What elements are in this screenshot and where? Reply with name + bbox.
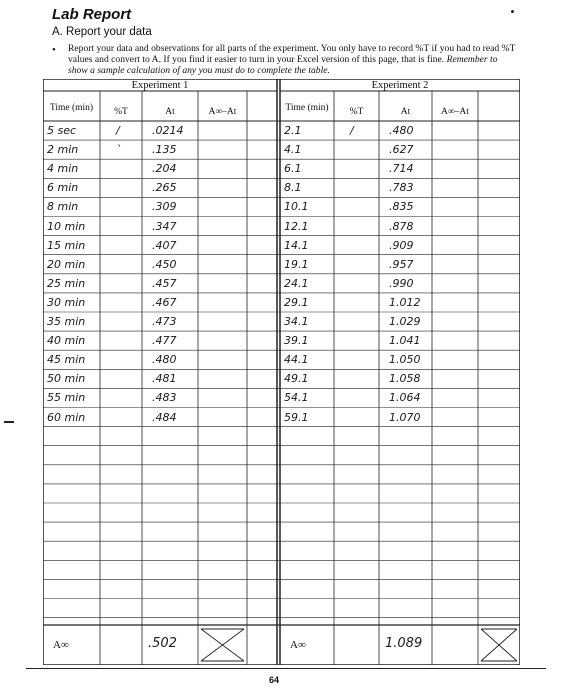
table-row-absorbance: .878 [389, 219, 414, 233]
table-row-time: 6 min [47, 181, 79, 195]
table-row-absorbance: .484 [152, 410, 177, 424]
col-header-absorbance: At [165, 107, 175, 117]
table-row-absorbance: .347 [152, 219, 177, 233]
instructions-text: Report your data and observations for all parts of the experiment. You only have to record %T if you had to read %T values and convert to A. If you find it easier to turn in your Excel version of this page, that is fine. [68, 43, 516, 66]
stray-dot [511, 10, 514, 13]
table-row-absorbance: 1.012 [389, 295, 421, 309]
table-row-time: 44.1 [284, 353, 309, 367]
a-infinity-label: A∞ [290, 639, 306, 651]
table-row-time: 2.1 [284, 124, 302, 137]
table-row-absorbance: .309 [152, 200, 177, 214]
table-row-absorbance: .835 [389, 200, 414, 214]
table-row-absorbance: 1.050 [389, 353, 421, 367]
table-row-time: 20 min [47, 257, 86, 271]
table-row-absorbance: .957 [389, 257, 414, 271]
data-table [43, 79, 520, 665]
table-row-time: 30 min [47, 295, 86, 309]
table-row-time: 40 min [47, 334, 86, 348]
table-row-absorbance: .204 [152, 162, 177, 176]
table-row-absorbance: .783 [389, 181, 414, 195]
a-infinity-label: A∞ [53, 639, 69, 651]
footer-rule [26, 668, 546, 669]
page-number: 64 [269, 675, 280, 685]
table-row-absorbance: 1.029 [389, 315, 421, 328]
table-row-time: 55 min [47, 391, 86, 405]
table-row-time: 8 min [47, 200, 79, 214]
table-row-time: 25 min [47, 276, 86, 290]
table-row-percent-t: ` [116, 143, 122, 157]
table-row-time: 50 min [47, 372, 86, 386]
table-row-absorbance: .265 [152, 181, 177, 195]
a-infinity-value: 1.089 [385, 636, 423, 651]
table-row-absorbance: .627 [389, 143, 414, 157]
table-row-absorbance: .477 [152, 334, 177, 348]
table-grid [43, 79, 520, 665]
page-title: Lab Report [52, 6, 132, 23]
table-row-absorbance: .481 [152, 372, 177, 386]
table-row-time: 8.1 [284, 181, 302, 195]
table-row-time: 39.1 [284, 334, 309, 348]
col-header-time: Time (min) [285, 103, 329, 113]
table-row-time: 35 min [47, 315, 86, 328]
col-header-difference: A∞–At [208, 107, 237, 117]
table-row-time: 49.1 [284, 372, 309, 386]
table-row-time: 5 sec [47, 124, 77, 137]
table-row-absorbance: .480 [389, 124, 414, 137]
table-row-absorbance: 1.070 [389, 410, 421, 424]
table-row-time: 10 min [47, 219, 86, 233]
table-row-time: 59.1 [284, 410, 309, 424]
bullet-icon: • [52, 44, 56, 56]
table-row-time: 60 min [47, 410, 86, 424]
table-row-absorbance: .407 [152, 238, 177, 252]
margin-mark [4, 421, 14, 423]
table-row-absorbance: .457 [152, 276, 177, 290]
col-header-percent-t: %T [349, 107, 364, 117]
table-row-absorbance: .714 [389, 162, 414, 176]
table-row-absorbance: .990 [389, 276, 414, 290]
table-row-absorbance: 1.064 [389, 391, 421, 405]
col-header-difference: A∞–At [441, 107, 469, 117]
table-row-absorbance: .483 [152, 391, 177, 405]
col-header-percent-t: %T [114, 107, 128, 117]
table-row-percent-t: / [350, 124, 354, 137]
a-infinity-value: .502 [148, 636, 177, 651]
table-row-absorbance: .909 [389, 238, 414, 252]
table-row-time: 4 min [47, 162, 79, 176]
table-row-time: 19.1 [284, 257, 309, 271]
table-row-time: 6.1 [284, 162, 302, 176]
table-row-time: 29.1 [284, 295, 309, 309]
instructions-emphasis: Remember to show a sample calculation of any you must do to complete the table. [68, 54, 498, 77]
table-row-absorbance: .135 [152, 143, 177, 157]
table-row-time: 4.1 [284, 143, 302, 157]
table-row-time: 24.1 [284, 276, 309, 290]
table-row-time: 54.1 [284, 391, 309, 405]
table-row-time: 34.1 [284, 315, 309, 328]
table-row-absorbance: .473 [152, 315, 177, 328]
table-row-time: 2 min [47, 143, 79, 157]
table-row-absorbance: .467 [152, 295, 177, 309]
section-heading: A. Report your data [52, 26, 152, 38]
table-row-absorbance: 1.058 [389, 372, 421, 386]
table-row-absorbance: .450 [152, 257, 177, 271]
table-row-time: 10.1 [284, 200, 309, 214]
col-header-absorbance: At [400, 107, 411, 117]
table-row-absorbance: .0214 [152, 124, 184, 137]
col-header-time: Time (min) [49, 103, 94, 113]
table-row-time: 45 min [47, 353, 86, 367]
table-row-percent-t: / [116, 124, 120, 137]
instructions [68, 43, 518, 77]
experiment-title: Experiment 2 [371, 80, 429, 91]
table-row-absorbance: .480 [152, 353, 177, 367]
experiment-title: Experiment 1 [131, 80, 189, 91]
table-row-time: 12.1 [284, 219, 309, 233]
table-row-time: 15 min [47, 238, 86, 252]
table-row-absorbance: 1.041 [389, 334, 421, 348]
table-row-time: 14.1 [284, 238, 309, 252]
